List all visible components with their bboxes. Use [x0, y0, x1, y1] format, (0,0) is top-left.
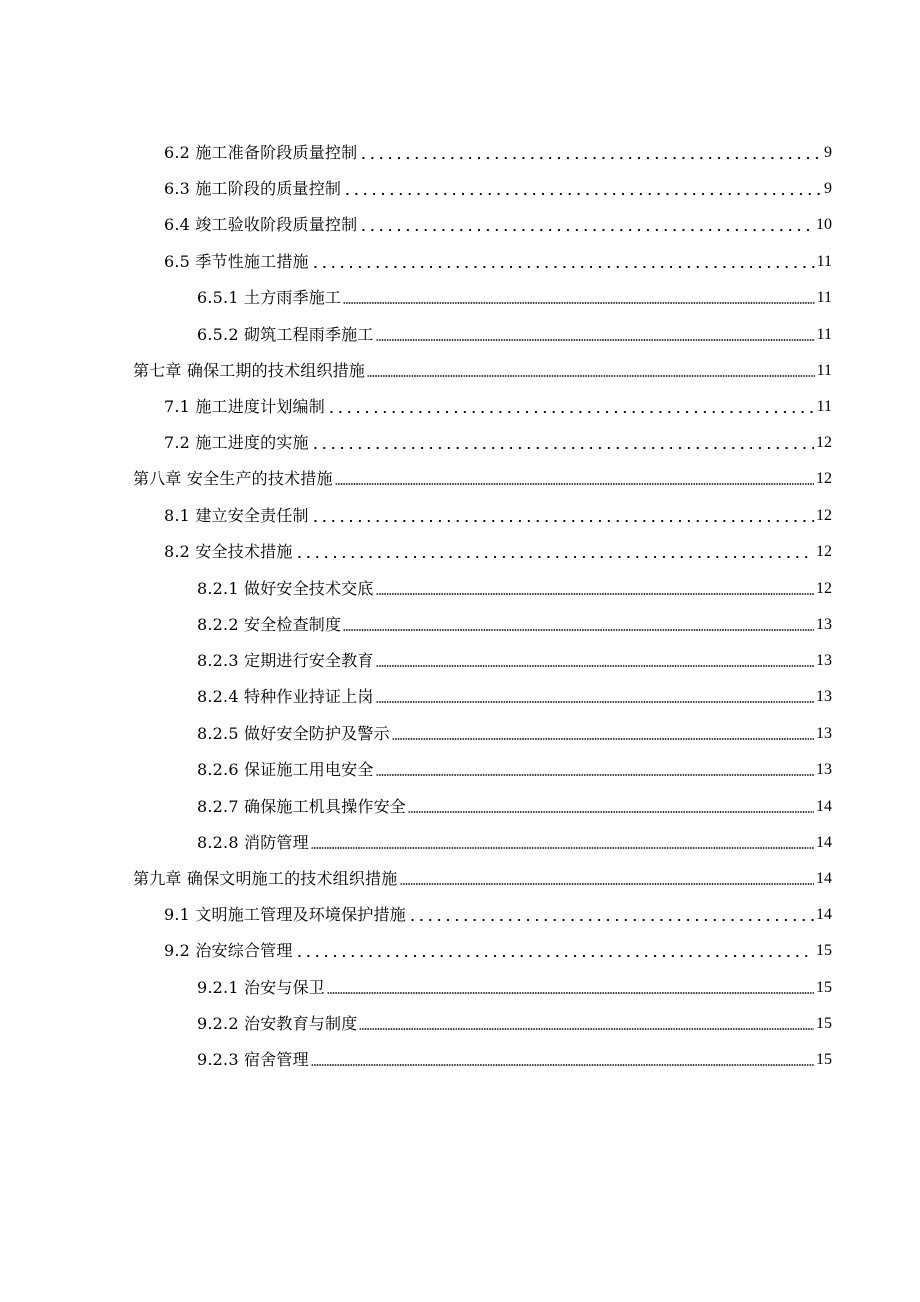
toc-leader-dots — [376, 339, 815, 341]
toc-entry-7-2[interactable] — [164, 423, 832, 453]
toc-leader-dots — [376, 593, 814, 595]
toc-entry-title: 6.2 施工准备阶段质量控制 — [164, 143, 358, 162]
toc-entry-8-2-5[interactable] — [197, 714, 832, 744]
toc-entry-title: 7.2 施工进度的实施 — [164, 433, 309, 452]
toc-entry-page: 14 — [816, 870, 832, 887]
toc-leader-dots — [367, 375, 815, 377]
toc-entry-page: 15 — [816, 1015, 832, 1032]
toc-leader-dots — [311, 266, 815, 268]
toc-leader-dots — [327, 992, 814, 994]
toc-entry-page: 9 — [824, 144, 832, 161]
toc-leader-dots — [359, 157, 822, 159]
toc-entry-title: 8.2.3 定期进行安全教育 — [197, 651, 374, 670]
toc-entry-title: 8.2.1 做好安全技术交底 — [197, 579, 374, 598]
toc-entry-page: 13 — [816, 688, 832, 705]
toc-leader-dots — [311, 1064, 814, 1066]
toc-entry-title: 8.2.8 消防管理 — [197, 833, 309, 852]
toc-entry-page: 15 — [816, 979, 832, 996]
toc-entry-6-4[interactable] — [164, 205, 832, 235]
toc-entry-6-5-1[interactable] — [197, 278, 832, 308]
toc-entry-6-5[interactable] — [164, 242, 832, 272]
toc-entry-page: 12 — [816, 507, 832, 524]
toc-entry-7-1[interactable] — [164, 387, 832, 417]
toc-entry-title: 8.2 安全技术措施 — [164, 542, 293, 561]
toc-entry-8-2-3[interactable] — [197, 641, 832, 671]
toc-entry-8-2-1[interactable] — [197, 569, 832, 599]
toc-entry-page: 11 — [816, 362, 832, 379]
toc-entry-title: 第八章 安全生产的技术措施 — [133, 469, 333, 488]
toc-entry-page: 14 — [816, 906, 832, 923]
toc-leader-dots — [359, 229, 814, 231]
toc-entry-page: 12 — [816, 434, 832, 451]
toc-entry-8-2-2[interactable] — [197, 605, 832, 635]
toc-entry-chapter-7[interactable] — [133, 351, 832, 381]
toc-entry-8-2[interactable] — [164, 532, 832, 562]
toc-entry-9-2-2[interactable] — [197, 1004, 832, 1034]
toc-leader-dots — [295, 955, 814, 957]
toc-entry-page: 14 — [816, 798, 832, 815]
toc-entry-title: 8.2.4 特种作业持证上岗 — [197, 687, 374, 706]
toc-entry-title: 6.5.2 砌筑工程雨季施工 — [197, 325, 374, 344]
toc-entry-page: 12 — [816, 543, 832, 560]
toc-entry-page: 13 — [816, 616, 832, 633]
toc-entry-title: 6.3 施工阶段的质量控制 — [164, 179, 342, 198]
toc-leader-dots — [376, 701, 814, 703]
toc-leader-dots — [335, 483, 814, 485]
toc-entry-9-1[interactable] — [164, 895, 832, 925]
toc-entry-title: 9.1 文明施工管理及环境保护措施 — [164, 905, 406, 924]
toc-leader-dots — [311, 520, 814, 522]
toc-leader-dots — [327, 411, 815, 413]
toc-entry-8-2-8[interactable] — [197, 823, 832, 853]
toc-entry-page: 12 — [816, 580, 832, 597]
toc-leader-dots — [295, 556, 814, 558]
toc-entry-page: 15 — [816, 942, 832, 959]
toc-entry-page: 14 — [816, 834, 832, 851]
toc-entry-chapter-8[interactable] — [133, 459, 832, 489]
toc-entry-8-1[interactable] — [164, 496, 832, 526]
toc-entry-title: 6.5 季节性施工措施 — [164, 252, 309, 271]
toc-entry-title: 8.1 建立安全责任制 — [164, 506, 309, 525]
toc-leader-dots — [376, 665, 814, 667]
toc-entry-title: 9.2.1 治安与保卫 — [197, 978, 325, 997]
toc-entry-title: 8.2.6 保证施工用电安全 — [197, 760, 374, 779]
toc-entry-title: 9.2 治安综合管理 — [164, 941, 293, 960]
toc-entry-page: 9 — [824, 180, 832, 197]
toc-entry-8-2-7[interactable] — [197, 787, 832, 817]
toc-entry-8-2-6[interactable] — [197, 750, 832, 780]
toc-leader-dots — [311, 847, 814, 849]
toc-entry-title: 7.1 施工进度计划编制 — [164, 397, 325, 416]
toc-leader-dots — [359, 1028, 814, 1030]
toc-entry-6-5-2[interactable] — [197, 315, 832, 345]
toc-leader-dots — [400, 883, 815, 885]
toc-entry-page: 13 — [816, 725, 832, 742]
toc-leader-dots — [408, 811, 814, 813]
toc-entry-title: 9.2.3 宿舍管理 — [197, 1050, 309, 1069]
toc-entry-page: 11 — [816, 398, 832, 415]
toc-entry-9-2-1[interactable] — [197, 968, 832, 998]
toc-entry-chapter-9[interactable] — [133, 859, 832, 889]
toc-entry-page: 15 — [816, 1051, 832, 1068]
toc-entry-page: 10 — [816, 216, 832, 233]
toc-entry-page: 11 — [816, 326, 832, 343]
toc-entry-page: 12 — [816, 470, 832, 487]
toc-entry-9-2-3[interactable] — [197, 1040, 832, 1070]
toc-entry-title: 8.2.2 安全检查制度 — [197, 615, 342, 634]
toc-entry-page: 11 — [816, 253, 832, 270]
toc-entry-title: 9.2.2 治安教育与制度 — [197, 1014, 358, 1033]
toc-entry-title: 8.2.7 确保施工机具操作安全 — [197, 797, 406, 816]
toc-entry-title: 8.2.5 做好安全防护及警示 — [197, 724, 390, 743]
toc-entry-9-2[interactable] — [164, 931, 832, 961]
toc-leader-dots — [376, 774, 814, 776]
toc-entry-page: 13 — [816, 761, 832, 778]
toc-leader-dots — [408, 919, 814, 921]
toc-entry-title: 6.4 竣工验收阶段质量控制 — [164, 215, 358, 234]
toc-leader-dots — [343, 193, 822, 195]
toc-entry-6-3[interactable] — [164, 169, 832, 199]
toc-leader-dots — [392, 738, 814, 740]
toc-leader-dots — [343, 302, 814, 304]
toc-leader-dots — [311, 447, 814, 449]
toc-entry-page: 13 — [816, 652, 832, 669]
toc-entry-title: 6.5.1 土方雨季施工 — [197, 288, 342, 307]
toc-entry-title: 第七章 确保工期的技术组织措施 — [133, 361, 366, 380]
toc-entry-title: 第九章 确保文明施工的技术组织措施 — [133, 869, 398, 888]
toc-entry-page: 11 — [816, 289, 832, 306]
toc-entry-6-2[interactable] — [164, 133, 832, 163]
toc-leader-dots — [343, 629, 814, 631]
toc-entry-8-2-4[interactable] — [197, 677, 832, 707]
